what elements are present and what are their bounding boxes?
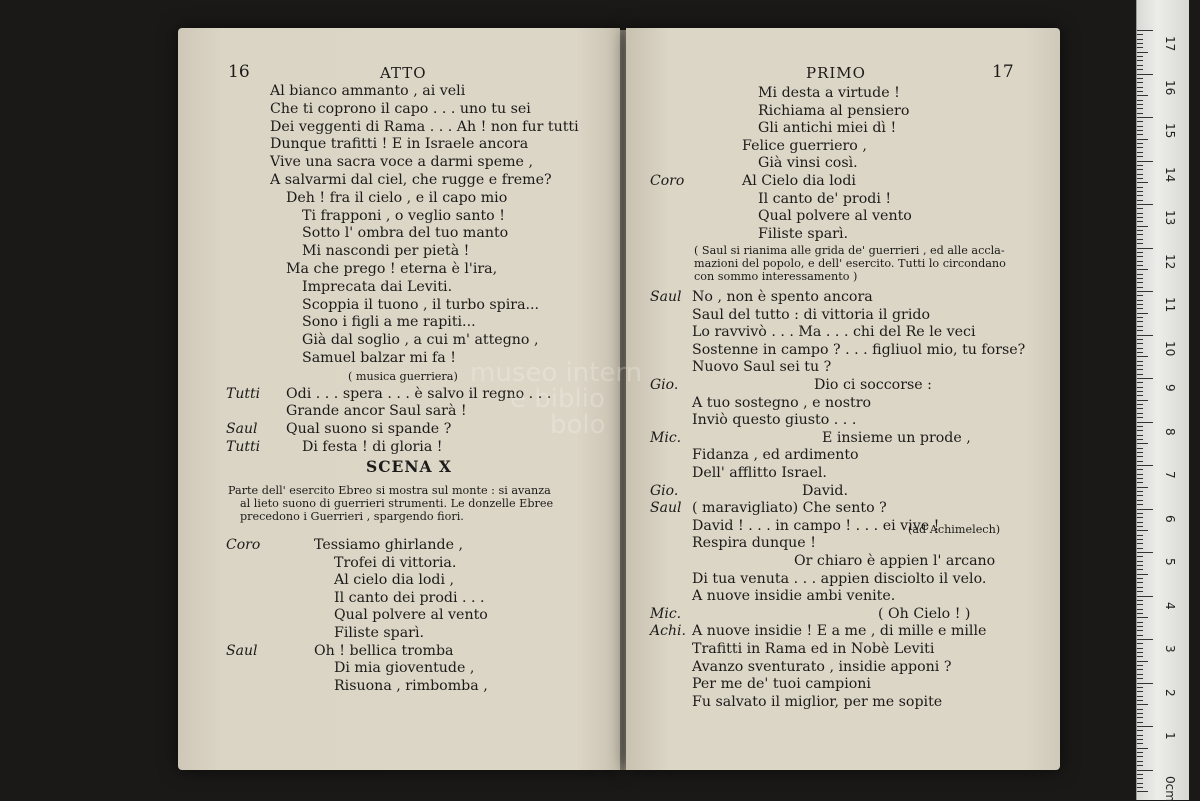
ruler-tick [1137,139,1148,140]
running-header: ATTO [380,65,427,82]
ruler-tick [1137,465,1153,466]
ruler-tick [1137,448,1143,449]
ruler-tick [1137,513,1143,514]
ruler-tick [1137,539,1143,540]
verse-line: Dei veggenti di Rama . . . Ah ! non fur tutti [270,119,579,136]
verse-line: E insieme un prode , [822,430,971,447]
ruler-tick [1137,687,1143,688]
ruler-tick [1137,317,1143,318]
ruler-tick [1137,182,1148,183]
speaker-name: Tutti [226,386,260,403]
ruler-tick [1137,696,1143,697]
ruler-tick [1137,552,1153,553]
ruler-tick [1137,348,1143,349]
verse-line: Gli antichi miei dì ! [758,120,896,137]
ruler-tick [1137,130,1143,131]
verse-line: Odi . . . spera . . . è salvo il regno . . . [286,386,551,403]
ruler-number: 15 [1163,123,1177,138]
verse-line: Mi nascondi per pietà ! [302,243,469,260]
ruler-tick [1137,548,1143,549]
ruler-tick [1137,330,1143,331]
ruler-tick [1137,439,1143,440]
verse-line: Sotto l' ombra del tuo manto [302,225,508,242]
verse-line: Filiste sparì. [758,226,848,243]
verse-line: Di mia gioventude , [334,660,474,677]
verse-line: Al cielo dia lodi , [334,572,454,589]
ruler-tick [1137,226,1148,227]
stage-aside: (ad Achimelech) [908,523,1000,536]
ruler-tick [1137,274,1143,275]
ruler-tick [1137,726,1153,727]
ruler-tick [1137,704,1148,705]
ruler-tick [1137,252,1143,253]
stage-direction-line: Parte dell' esercito Ebreo si mostra sul monte : si avanza [228,484,551,497]
ruler-tick [1137,43,1143,44]
verse-line: Che ti coprono il capo . . . uno tu sei [270,101,531,118]
ruler-tick [1137,291,1153,292]
speaker-name: Coro [650,173,684,190]
ruler-tick [1137,195,1143,196]
ruler-tick [1137,95,1148,96]
ruler-tick [1137,304,1143,305]
verse-line: Filiste sparì. [334,625,424,642]
ruler-tick [1137,643,1143,644]
ruler-tick [1137,169,1143,170]
ruler-tick [1137,217,1143,218]
ruler-tick [1137,230,1143,231]
verse-line: Nuovo Saul sei tu ? [692,359,831,376]
measuring-ruler [1136,0,1189,800]
ruler-tick [1137,587,1143,588]
verse-line: Al bianco ammanto , ai veli [270,83,465,100]
page-number: 17 [992,64,1014,81]
ruler-tick [1137,161,1153,162]
speaker-name: Gio. [650,377,678,394]
ruler-tick [1137,404,1143,405]
speaker-name: Saul [650,289,681,306]
ruler-tick [1137,426,1143,427]
ruler-tick [1137,652,1143,653]
verse-line: Richiama al pensiero [758,103,909,120]
ruler-tick [1137,443,1148,444]
ruler-tick [1137,308,1143,309]
ruler-tick [1137,783,1143,784]
ruler-tick [1137,74,1153,75]
ruler-tick [1137,461,1143,462]
ruler-tick [1137,770,1153,771]
ruler-tick [1137,674,1143,675]
verse-line: Trafitti in Rama ed in Nobè Leviti [692,641,934,658]
ruler-tick [1137,582,1143,583]
verse-line: Samuel balzar mi fa ! [302,350,456,367]
ruler-tick [1137,152,1143,153]
ruler-tick [1137,100,1143,101]
ruler-tick [1137,87,1143,88]
ruler-tick [1137,287,1143,288]
stage-direction-line: ( Saul si rianima alle grida de' guerrieri , ed alle accla- [694,244,1005,257]
ruler-number: 10 [1163,341,1177,356]
page-number: 16 [228,64,250,81]
verse-line: ( Oh Cielo ! ) [878,606,970,623]
ruler-tick [1137,635,1143,636]
ruler-tick [1137,748,1148,749]
ruler-tick [1137,526,1143,527]
ruler-number: 6 [1163,515,1177,523]
verse-line: Il canto de' prodi ! [758,191,891,208]
ruler-tick [1137,622,1143,623]
ruler-tick [1137,569,1143,570]
ruler-tick [1137,391,1143,392]
ruler-tick [1137,117,1153,118]
ruler-tick [1137,600,1143,601]
ruler-tick [1137,356,1148,357]
verse-line: Il canto dei prodi . . . [334,590,485,607]
ruler-tick [1137,248,1153,249]
ruler-tick [1137,656,1143,657]
ruler-number: 11 [1163,297,1177,312]
verse-line: Deh ! fra il cielo , e il capo mio [286,190,507,207]
ruler-tick [1137,482,1143,483]
ruler-tick [1137,191,1143,192]
ruler-number: 5 [1163,558,1177,566]
verse-line: Fidanza , ed ardimento [692,447,859,464]
ruler-tick [1137,435,1143,436]
ruler-tick [1137,408,1143,409]
ruler-tick [1137,143,1143,144]
verse-line: Scoppia il tuono , il turbo spira... [302,297,539,314]
speaker-name: Saul [226,643,257,660]
ruler-tick [1137,56,1143,57]
ruler-tick [1137,178,1143,179]
ruler-number: 17 [1163,36,1177,51]
ruler-tick [1137,374,1143,375]
ruler-tick [1137,561,1143,562]
scene-title: SCENA X [366,458,452,475]
ruler-tick [1137,65,1143,66]
verse-line: Già dal soglio , a cui m' attegno , [302,332,538,349]
verse-line: Dell' afflitto Israel. [692,465,827,482]
ruler-tick [1137,522,1143,523]
verse-line: Felice guerriero , [742,138,867,155]
verse-line: Di festa ! di gloria ! [302,439,443,456]
ruler-tick [1137,256,1143,257]
ruler-tick [1137,269,1148,270]
ruler-tick [1137,91,1143,92]
ruler-tick [1137,756,1143,757]
ruler-tick [1137,30,1153,31]
ruler-tick [1137,613,1143,614]
verse-line: Dio ci soccorse : [814,377,932,394]
ruler-tick [1137,282,1143,283]
ruler-tick [1137,300,1143,301]
ruler-tick [1137,591,1143,592]
ruler-tick [1137,134,1143,135]
ruler-tick [1137,78,1143,79]
ruler-tick [1137,174,1143,175]
verse-line: Or chiaro è appien l' arcano [794,553,995,570]
verse-line: Tessiamo ghirlande , [314,537,463,554]
ruler-tick [1137,335,1153,336]
ruler-number: 3 [1163,645,1177,653]
watermark: museo intern e biblio bolo [470,360,642,438]
ruler-tick [1137,661,1148,662]
ruler-tick [1137,791,1148,792]
ruler-tick [1137,665,1143,666]
verse-line: A nuove insidie ! E a me , di mille e mille [692,623,986,640]
speaker-name: Coro [226,537,260,554]
ruler-tick [1137,774,1143,775]
stage-direction-line: al lieto suono di guerrieri strumenti. Le donzelle Ebree [240,497,553,510]
ruler-number: 7 [1163,471,1177,479]
ruler-tick [1137,596,1153,597]
ruler-tick [1137,509,1153,510]
ruler-tick [1137,413,1143,414]
ruler-tick [1137,765,1143,766]
ruler-tick [1137,395,1143,396]
verse-line: Qual suono si spande ? [286,421,451,438]
ruler-tick [1137,321,1143,322]
ruler-tick [1137,126,1143,127]
ruler-tick [1137,574,1148,575]
verse-line: Trofei di vittoria. [334,555,456,572]
ruler-number: 9 [1163,384,1177,392]
ruler-tick [1137,147,1143,148]
ruler-tick [1137,47,1143,48]
verse-line: Avanzo sventurato , insidie apponi ? [692,659,951,676]
ruler-tick [1137,604,1143,605]
verse-line: Qual polvere al vento [758,208,912,225]
ruler-tick [1137,343,1143,344]
ruler-tick [1137,752,1143,753]
ruler-tick [1137,278,1143,279]
right-page [626,28,1060,770]
ruler-tick [1137,739,1143,740]
ruler-number: 14 [1163,167,1177,182]
ruler-tick [1137,243,1143,244]
ruler-tick [1137,239,1143,240]
ruler-tick [1137,491,1143,492]
ruler-tick [1137,361,1143,362]
verse-line: Sono i figli a me rapiti... [302,314,476,331]
ruler-tick [1137,400,1148,401]
verse-line: Mi desta a virtude ! [758,85,900,102]
ruler-tick [1137,452,1143,453]
ruler-tick [1137,639,1153,640]
ruler-tick [1137,234,1143,235]
ruler-number: 1 [1163,732,1177,740]
ruler-tick [1137,517,1143,518]
ruler-tick [1137,456,1143,457]
ruler-tick [1137,500,1143,501]
ruler-number: 2 [1163,689,1177,697]
verse-line: Fu salvato il miglior, per me sopite [692,694,942,711]
ruler-tick [1137,208,1143,209]
ruler-number: 12 [1163,254,1177,269]
ruler-tick [1137,108,1143,109]
ruler-tick [1137,678,1143,679]
ruler-tick [1137,691,1143,692]
ruler-tick [1137,34,1143,35]
verse-line: ( musica guerriera) [348,370,458,383]
ruler-tick [1137,187,1143,188]
ruler-tick [1137,352,1143,353]
ruler-tick [1137,261,1143,262]
verse-line: Vive una sacra voce a darmi speme , [270,154,533,171]
ruler-tick [1137,578,1143,579]
verse-line: ( maravigliato) Che sento ? [692,500,887,517]
stage-direction-line: mazioni del popolo, e dell' esercito. Tutti lo circondano [694,257,1006,270]
speaker-name: Mic. [650,606,681,623]
ruler-tick [1137,82,1143,83]
ruler-tick [1137,478,1143,479]
ruler-tick [1137,556,1143,557]
ruler-number: 8 [1163,428,1177,436]
verse-line: David. [802,483,848,500]
verse-line: Sostenne in campo ? . . . figliuol mio, tu forse? [692,342,1025,359]
verse-line: Inviò questo giusto . . . [692,412,856,429]
ruler-tick [1137,104,1143,105]
verse-line: Già vinsi così. [758,155,858,172]
ruler-tick [1137,700,1143,701]
ruler-tick [1137,204,1153,205]
ruler-tick [1137,713,1143,714]
verse-line: Saul del tutto : di vittoria il grido [692,307,930,324]
ruler-tick [1137,221,1143,222]
ruler-number: 13 [1163,210,1177,225]
ruler-tick [1137,543,1143,544]
ruler-tick [1137,761,1143,762]
verse-line: No , non è spento ancora [692,289,873,306]
verse-line: Ma che prego ! eterna è l'ira, [286,261,497,278]
ruler-tick [1137,730,1143,731]
speaker-name: Tutti [226,439,260,456]
ruler-tick [1137,648,1143,649]
ruler-tick [1137,417,1143,418]
ruler-tick [1137,52,1148,53]
verse-line: David ! . . . in campo ! . . . ei vive ! [692,518,939,535]
ruler-tick [1137,787,1143,788]
ruler-tick [1137,387,1143,388]
speaker-name: Saul [226,421,257,438]
ruler-tick [1137,626,1143,627]
ruler-tick [1137,717,1143,718]
verse-line: Di tua venuta . . . appien disciolto il velo. [692,571,986,588]
ruler-tick [1137,504,1143,505]
ruler-tick [1137,778,1143,779]
ruler-tick [1137,121,1143,122]
ruler-tick [1137,709,1143,710]
ruler-tick [1137,369,1143,370]
ruler-tick [1137,200,1143,201]
verse-line: A tuo sostegno , e nostro [692,395,871,412]
verse-line: Qual polvere al vento [334,607,488,624]
ruler-tick [1137,495,1143,496]
ruler-tick [1137,609,1143,610]
ruler-tick [1137,382,1143,383]
ruler-tick [1137,565,1143,566]
ruler-tick [1137,156,1143,157]
ruler-tick [1137,113,1143,114]
ruler-tick [1137,326,1143,327]
verse-line: Grande ancor Saul sarà ! [286,403,467,420]
ruler-tick [1137,69,1143,70]
ruler-tick [1137,617,1148,618]
ruler-tick [1137,365,1143,366]
verse-line: Al Cielo dia lodi [742,173,856,190]
ruler-tick [1137,430,1143,431]
ruler-tick [1137,530,1148,531]
speaker-name: Achi. [650,623,686,640]
ruler-tick [1137,743,1143,744]
verse-line: Per me de' tuoi campioni [692,676,871,693]
verse-line: Respira dunque ! [692,535,816,552]
verse-line: Lo ravvivò . . . Ma . . . chi del Re le veci [692,324,976,341]
verse-line: Ti frapponi , o veglio santo ! [302,208,505,225]
ruler-tick [1137,339,1143,340]
ruler-tick [1137,487,1148,488]
ruler-tick [1137,39,1143,40]
speaker-name: Gio. [650,483,678,500]
ruler-number: 0cm [1163,776,1177,801]
verse-line: Risuona , rimbomba , [334,678,488,695]
ruler-number: 16 [1163,80,1177,95]
speaker-name: Saul [650,500,681,517]
verse-line: Oh ! bellica tromba [314,643,454,660]
stage-direction-line: con sommo interessamento ) [694,270,857,283]
speaker-name: Mic. [650,430,681,447]
running-header: PRIMO [806,65,866,82]
verse-line: A nuove insidie ambi venite. [692,588,895,605]
ruler-tick [1137,60,1143,61]
ruler-tick [1137,669,1143,670]
ruler-tick [1137,683,1153,684]
ruler-tick [1137,630,1143,631]
ruler-tick [1137,213,1143,214]
ruler-tick [1137,265,1143,266]
ruler-tick [1137,735,1143,736]
verse-line: A salvarmi dal ciel, che rugge e freme? [270,172,552,189]
ruler-tick [1137,295,1143,296]
verse-line: Dunque trafitti ! E in Israele ancora [270,136,528,153]
ruler-number: 4 [1163,602,1177,610]
verse-line: Imprecata dai Leviti. [302,279,452,296]
ruler-tick [1137,535,1143,536]
ruler-tick [1137,474,1143,475]
ruler-tick [1137,378,1153,379]
ruler-tick [1137,313,1148,314]
ruler-tick [1137,722,1143,723]
ruler-tick [1137,422,1153,423]
stage-direction-line: precedono i Guerrieri , spargendo fiori. [240,510,464,523]
ruler-tick [1137,469,1143,470]
ruler-tick [1137,165,1143,166]
